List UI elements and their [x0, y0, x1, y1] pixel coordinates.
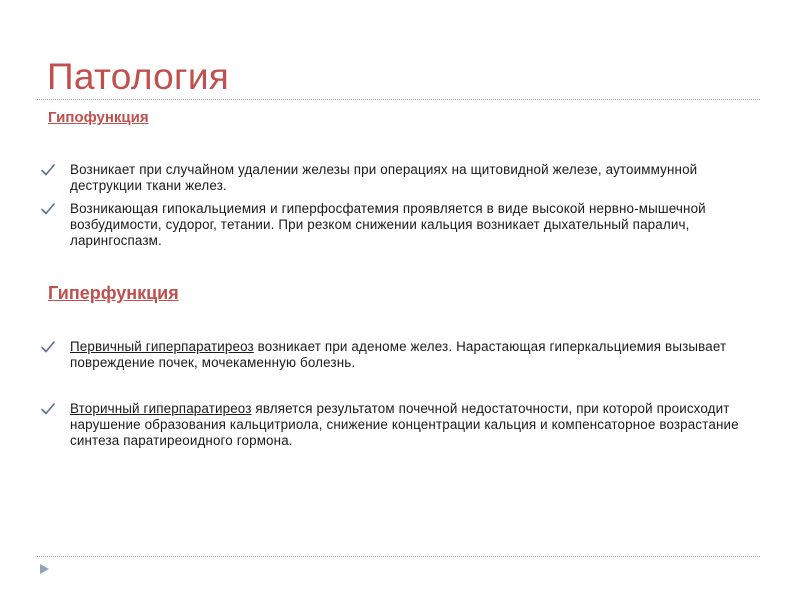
list-item-text: Возникающая гипокальциемия и гиперфосфатемия проявляется в виде высокой нервно-мышечной возбудимости, судорог, тетании. При резком снижении кальция возникает дыхательный паралич, ларингоспазм.	[70, 201, 706, 248]
term: Первичный гиперпаратиреоз	[70, 339, 254, 354]
list-item-text: Возникает при случайном удалении железы при операциях на щитовидной железе, аутоиммунной деструкции ткани желез.	[70, 162, 698, 193]
list-item-text	[70, 401, 760, 449]
checkmark-icon	[41, 163, 55, 177]
triangle-right-icon[interactable]	[38, 563, 50, 575]
slide-title: Патология	[47, 56, 230, 97]
list-item-text	[70, 339, 760, 371]
checkmark-icon	[41, 340, 55, 354]
hyperfunction-heading: Гиперфункция	[48, 283, 179, 303]
hypofunction-heading: Гипофункция	[48, 109, 149, 126]
top-divider	[37, 99, 760, 100]
term-description: является результатом почечной недостаточности, при которой происходит нарушение образования кальцитриола, снижение концентрации кальция и компенсаторное возрастание синтеза паратиреоидного гормона.	[70, 401, 739, 448]
checkmark-icon	[41, 402, 55, 416]
term-description: возникает при аденоме желез. Нарастающая гиперкальциемия вызывает повреждение почек, мочекаменную болезнь.	[70, 339, 727, 370]
term: Вторичный гиперпаратиреоз	[70, 401, 252, 416]
bottom-divider	[37, 556, 760, 557]
checkmark-icon	[41, 202, 55, 216]
